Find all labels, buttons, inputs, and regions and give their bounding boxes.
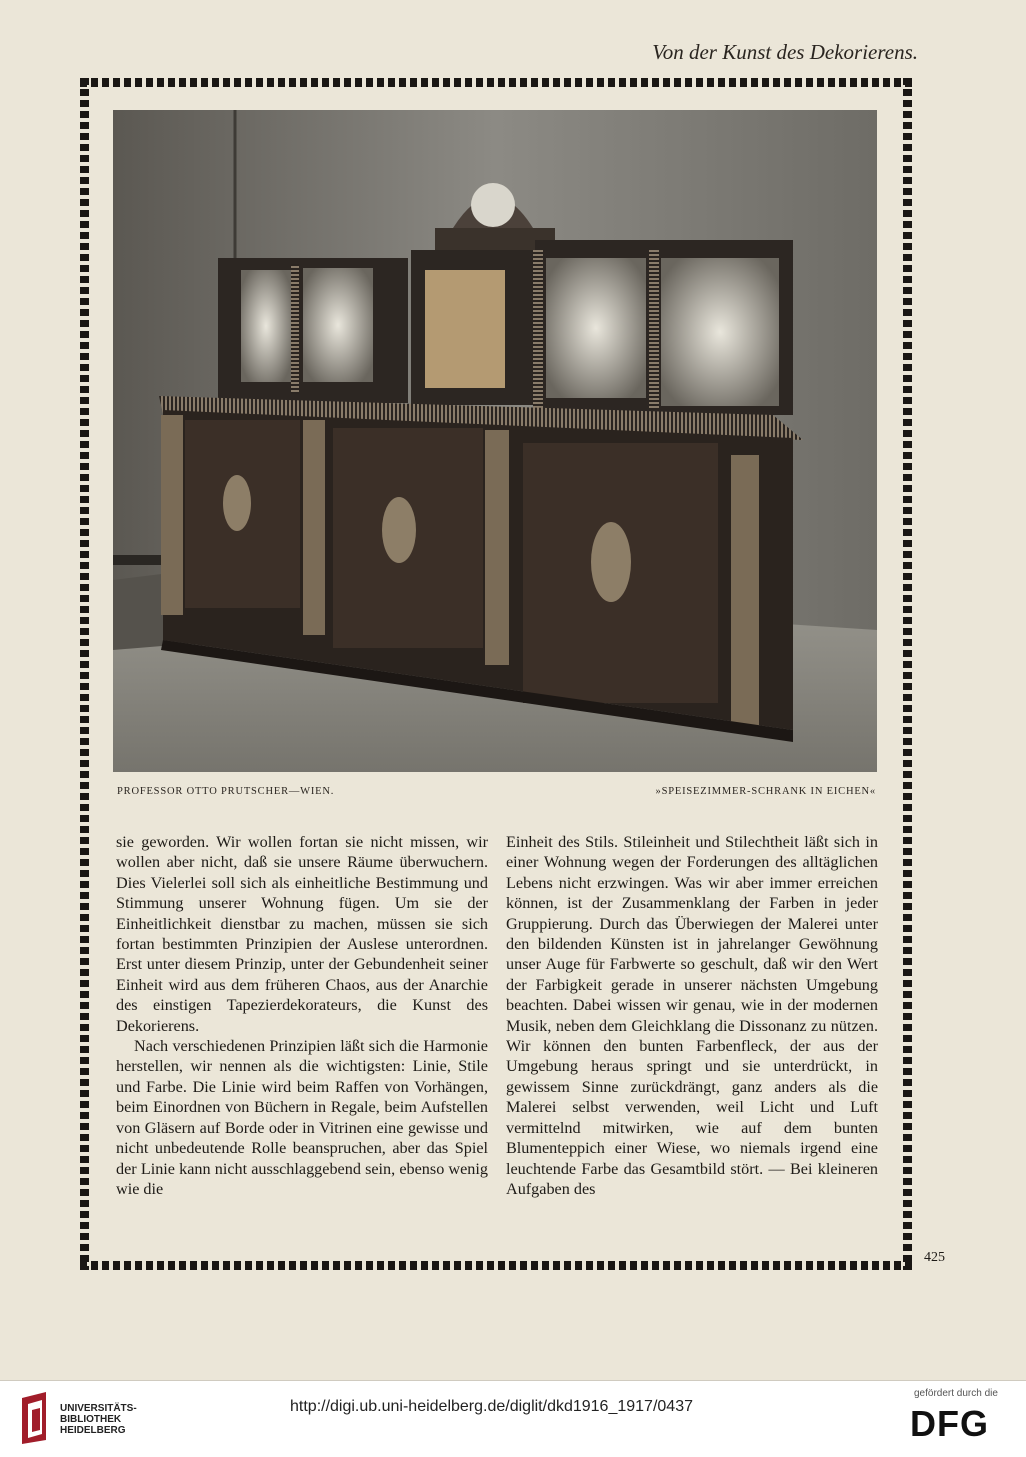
text-column-right (506, 832, 878, 1199)
text-column-left (116, 832, 488, 1199)
dfg-logo[interactable]: DFG (910, 1403, 989, 1444)
digitization-footer (0, 1380, 1026, 1457)
university-library-logo-icon (18, 1390, 52, 1446)
university-library-name[interactable]: UNIVERSITÄTS- BIBLIOTHEK HEIDELBERG (60, 1403, 137, 1436)
frame-bottom-border (80, 1261, 912, 1270)
paragraph: sie geworden. Wir wollen fortan sie nicht missen, wir wollen aber nicht, daß sie unsere Räume überwuchern. Dies Vielerlei soll sich als einheitliche Bestimmung und Stimmung unserer Wohnung fügen. Um sie der Einheitlichkeit dienstbar zu machen, müssen sie sich fortan bestimmten Prinzipien der Auslese unterordnen. Erst unter diesem Prinzip, unter der Gebundenheit seiner Einheit wird aus dem früheren Chaos, aus der Anarchie des einstigen Tapezierdekorateurs, die Kunst des Dekorierens. (116, 833, 488, 1035)
sideboard-photograph (113, 110, 877, 772)
photo-caption-author: PROFESSOR OTTO PRUTSCHER—WIEN. (117, 786, 335, 797)
running-head: Von der Kunst des Dekorierens. (652, 40, 918, 64)
page-number: 425 (924, 1250, 945, 1265)
frame-top-border (80, 78, 912, 87)
funding-label: gefördert durch die (914, 1388, 998, 1399)
photo-caption-title: »SPEISEZIMMER-SCHRANK IN EICHEN« (655, 786, 876, 797)
frame-right-border (903, 78, 912, 1270)
paragraph: Nach verschiedenen Prinzipien läßt sich die Harmonie herstellen, wir nennen als die wichtigsten: Linie, Stile und Farbe. Die Linie wird beim Raffen von Vorhängen, beim Einordnen von Büchern in Regale, beim Aufstellen von Gläsern auf Borde oder in Vitrinen eine gewisse und nicht unbedeutende Rolle beanspruchen, aber das Spiel der Linie kann nicht ausschlaggebend sein, ebenso wenig wie die (116, 1037, 488, 1198)
permalink-url[interactable]: http://digi.ub.uni-heidelberg.de/diglit/dkd1916_1917/0437 (290, 1398, 693, 1415)
paragraph: Einheit des Stils. Stileinheit und Stilechtheit läßt sich in einer Wohnung wegen der Forderungen des alltäglichen Lebens nicht erzwingen. Was wir aber immer erreichen können, ist der Zusammenklang der Farben in jeder Gruppierung. Durch das Überwiegen der Malerei unter den bildenden Künsten ist in jahrelanger Gewöhnung unser Auge für Farbwerte so geschult, daß wir den Wert der Farbigkeit gerade in unserer nächsten Umgebung beachten. Dabei wissen wir genau, wie in der modernen Musik, neben dem Gleichklang die Dissonanz zu nützen. Wir können den bunten Farbenfleck, der aus der Umgebung heraus springt und sie unterdrückt, in gewissem Sinne zurückdrängt, ganz anders als die Malerei selbst verwenden, weil Licht und Luft vermittelnd mitwirken, wie auf dem bunten Blumenteppich einer Wiese, wo niemals irgend eine leuchtende Farbe das Gesamtbild stört. — Bei kleineren Aufgaben des (506, 833, 878, 1198)
frame-left-border (80, 78, 89, 1270)
